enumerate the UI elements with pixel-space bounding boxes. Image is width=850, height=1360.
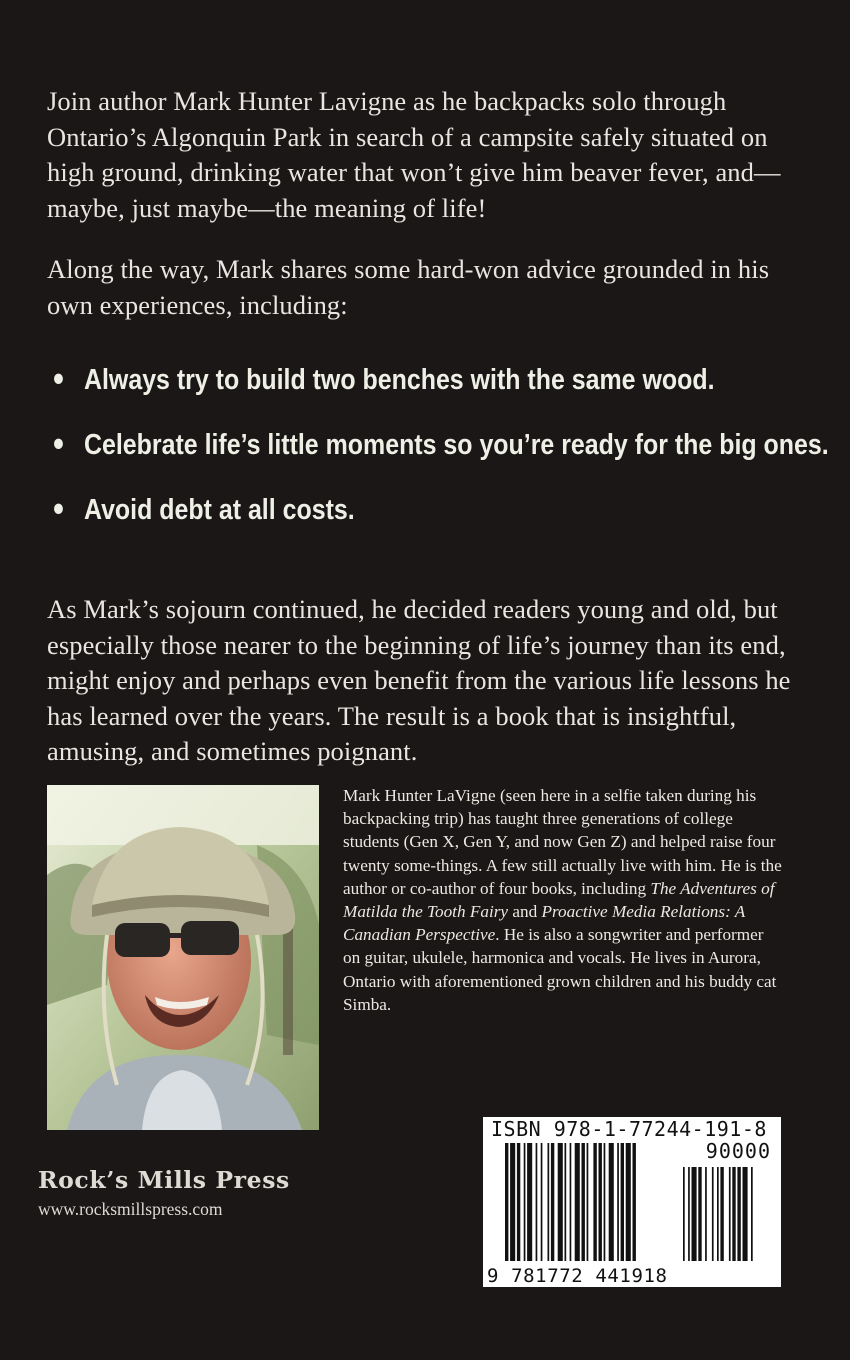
price-code: 90000 (705, 1139, 771, 1163)
barcode-bar (548, 1143, 550, 1261)
barcode-bar (505, 1143, 508, 1261)
barcode-bar (751, 1167, 753, 1261)
barcode-bar (593, 1143, 596, 1261)
barcode-bar (732, 1167, 735, 1261)
bio-text: and (508, 902, 542, 922)
barcode-bar (698, 1167, 701, 1261)
barcode-bar (633, 1143, 636, 1261)
author-photo (47, 785, 319, 1130)
barcode-bar (510, 1143, 515, 1261)
publisher-name: Rock’s Mills Press (38, 1166, 290, 1194)
intro-paragraph-1: Join author Mark Hunter Lavigne as he backpacks solo through Ontario’s Algonquin Park in search of a campsite safely situated on high ground, drinking water that won’t give him beaver fever, and—maybe, just maybe—the meaning of life! (47, 86, 781, 223)
barcode-bar (524, 1143, 526, 1261)
bio-text: Mark Hunter LaVigne (seen here in a selfie taken during his backpacking trip) has taught three generations of college students (Gen X, Gen Y, and now Gen Z) and helped raise four twenty some-things. A few still actually live with him. He is the author or co-author of four books, including (343, 786, 782, 898)
intro-paragraph-3: As Mark’s sojourn continued, he decided readers young and old, but especially those nearer to the beginning of life’s journey than its end, might enjoy and perhaps even benefit from the various life lessons he has learned over the years. The result is a book that is insightful, amusing, and sometimes poignant. (47, 594, 791, 766)
bullet-icon: • (50, 493, 67, 527)
barcode-bar (517, 1143, 520, 1261)
isbn-number: ISBN 978-1-77244-191-8 (491, 1117, 767, 1141)
isbn-barcode (483, 1117, 781, 1287)
barcode-bar (621, 1143, 624, 1261)
barcode-bar (720, 1167, 723, 1261)
barcode-bar (737, 1167, 740, 1261)
barcode-bar (582, 1143, 585, 1261)
barcode-bars (483, 1117, 781, 1287)
advice-list (47, 358, 829, 553)
ean-digits: 9 781772 441918 (487, 1265, 668, 1287)
advice-text: Always try to build two benches with the same wood. (83, 364, 715, 396)
barcode-bar (705, 1167, 707, 1261)
barcode-bar (536, 1143, 538, 1261)
barcode-bar (743, 1167, 748, 1261)
barcode-bar (527, 1143, 532, 1261)
barcode-bar (587, 1143, 589, 1261)
barcode-bar (599, 1143, 602, 1261)
barcode-bar (551, 1143, 554, 1261)
barcode-bar (683, 1167, 685, 1261)
barcode-bar (712, 1167, 714, 1261)
bullet-icon: • (50, 363, 67, 397)
barcode-bar (604, 1143, 606, 1261)
bullet-icon: • (50, 428, 67, 462)
barcode-bar (688, 1167, 690, 1261)
barcode-bar (565, 1143, 567, 1261)
barcode-bar (609, 1143, 614, 1261)
barcode-bar (541, 1143, 543, 1261)
barcode-bar (692, 1167, 697, 1261)
bio-text: . He is also a songwriter and performer on guitar, ukulele, harmonica and vocals. He lives in Aurora, Ontario with aforementioned grown children and his buddy cat Simba. (343, 925, 777, 1014)
advice-item (47, 488, 701, 532)
author-bio (343, 784, 783, 1016)
book-title: Proactive Media Relations: A Canadian Perspective (343, 902, 745, 945)
advice-item (47, 358, 715, 402)
barcode-bar (717, 1167, 719, 1261)
advice-item (47, 423, 829, 467)
book-title: The Adventures of Matilda the Tooth Fairy (343, 878, 775, 922)
barcode-bar (570, 1143, 572, 1261)
barcode-bar (575, 1143, 580, 1261)
barcode-bar (729, 1167, 731, 1261)
publisher-website: www.rocksmillspress.com (38, 1199, 223, 1219)
barcode-bar (558, 1143, 563, 1261)
advice-text: Celebrate life’s little moments so you’re ready for the big ones. (83, 429, 829, 461)
intro-paragraph-2: Along the way, Mark shares some hard-won advice grounded in his own experiences, including: (47, 254, 770, 320)
barcode-bar (626, 1143, 631, 1261)
advice-text: Avoid debt at all costs. (83, 494, 355, 526)
barcode-bar (617, 1143, 619, 1261)
